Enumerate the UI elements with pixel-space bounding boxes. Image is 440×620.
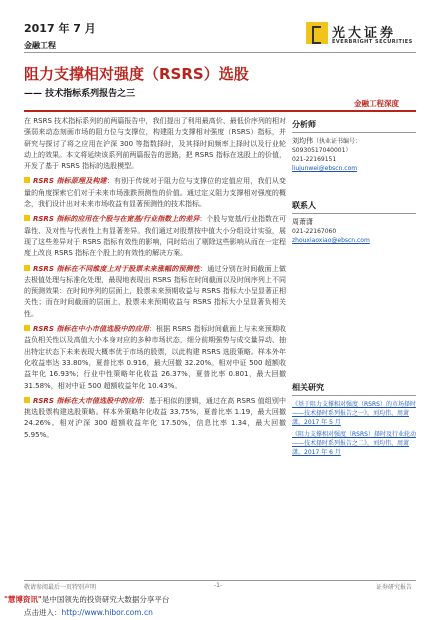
everbright-logo-icon <box>306 22 328 44</box>
section-heading: RSRS 指标在中小市值选股中的应用 <box>33 325 149 334</box>
section-large-cap <box>24 396 286 441</box>
sidebar-divider <box>292 213 416 214</box>
contact-email-link[interactable]: zhouxiaoxiao@ebscn.com <box>292 237 370 244</box>
report-title: 阻力支撑相对强度（RSRS）选股 <box>24 65 249 83</box>
section-prediction <box>24 264 286 320</box>
title-divider <box>24 110 416 112</box>
brand-text: 是中国领先的投资研究大数据分享平台 <box>41 595 170 604</box>
report-date: 2017 年 7 月 <box>24 22 96 35</box>
bullet-icon <box>24 215 30 221</box>
analyst-phone: 021-22169151 <box>292 156 337 163</box>
logo-english: EVERBRIGHT SECURITIES <box>332 39 413 45</box>
section-difference <box>24 214 286 259</box>
sidebar <box>292 114 416 460</box>
contact-name: 周萧潇 <box>292 218 313 226</box>
footer-report-label: 证券研究报告 <box>376 584 413 591</box>
bullet-icon <box>24 397 30 403</box>
analyst-heading: 分析师 <box>292 120 316 129</box>
related-report-link[interactable]: 《基于阻力支撑相对强度（RSRS）的市场择时——技术择时系列报告之一》，刘均伟、周萧潇，2017 年 5 月 <box>292 401 416 426</box>
section-text: ：基于相似的逻辑，通过在高 RSRS 值组别中挑选股票构建选股策略。样本外策略年化收益 33.75%，夏普比率 1.19，最大回撤 24.26%。相对沪深 300 超额收益年化 17.50%，信息比率 1.34，最大回撤 5.95%。 <box>24 396 286 439</box>
related-report-link[interactable]: 《阻力支撑相对强度（RSRS）择时及行业轮动——技术择时系列报告之二》，刘均伟、周萧潇，2017 年 6 月 <box>292 431 416 456</box>
bullet-icon <box>24 177 30 183</box>
analyst-line <box>292 137 416 155</box>
sidebar-divider <box>292 395 416 396</box>
intro-paragraph: 在 RSRS 技术指标系列的前两篇报告中，我们提出了利用最高价、最低价序列的相对强弱来动态刻画市场的阻力位与支撑位，构建阻力支撑相对强度（RSRS）指标，并研究与探讨了将之应用在沪深 300 等指数择时，及其择时间频率上择时以及行业轮动上的效果。本文将延续该系列前两篇报告的思路，把 RSRS 指标在选股上的价值，开发了基于 RSRS 指标的选股模型。 <box>24 117 286 171</box>
section-text: ：根据 RSRS 指标时间截面上与未来预期收益负相关性以及高值大小本身对应的多种市场状态，细分前期强势与成交量异动、抽出特定状态下未来表现大概率优于市场的股票，以此构建 RSRS 选股策略。样本外年化收益率达 33.80%，夏普比率 0.916，最大回撤 32.20%。相对中证 500 超额收益年化 16.93%；行业中性策略年化收益 26.37%，夏普比率 0.801，最大回撤 31.58%，相对中证 500 超额收益年化 10.43%。 <box>24 325 286 390</box>
section-heading: RSRS 指标的应用在个股与在宽基/行业指数上的差异 <box>33 215 200 224</box>
report-body <box>24 114 286 445</box>
analyst-email-link[interactable]: liujunwei@ebscn.com <box>292 165 358 172</box>
section-text: ：有别于传统对于阻力位与支撑位的定值应用，我们从变量的角度探索它们对于未来市场涨跌预测性的价值。通过定义阻力支撑相对强度的概念，我们设计出对未来市场收益有显著预测性的技术指标。 <box>24 177 286 209</box>
sidebar-divider <box>292 132 416 133</box>
section-text: ：个股与宽基/行业指数在可靠性、及对性与代表性上有显著差异。我们通过对股票按中值大小分组设计实验，展现了这些差异对于 RSRS 指标有效性的影响，同时给出了剔除这些影响从而在一定程度上改良 RSRS 指标在个股上的有效性的解决方案。 <box>24 215 287 258</box>
analyst-name: 刘均伟 <box>292 137 313 145</box>
footer-url-line: 点击进入：http://www.hibor.com.cn <box>24 608 153 617</box>
footer-brand <box>4 594 169 605</box>
footer-disclaimer: 敬请参阅最后一页特别声明 <box>24 584 97 591</box>
section-text: ：通过分别在时间截面上做去极值处理与标准化处理，最现地表现出 RSRS 指标在时间截面以及时间序列上不同的预测效果：在时间序列的层面上，股票未来预期收益与 RSRS 指标大小呈显著正相关性；而在时间截面的层面上，股票未来预期收益与 RSRS 指标大小呈显著负相关性。 <box>24 264 287 318</box>
contact-heading: 联系人 <box>292 201 316 210</box>
report-category: 金融工程 <box>24 41 56 50</box>
related-heading: 相关研究 <box>292 383 324 392</box>
section-heading: RSRS 指标在不同维度上对于股票未来涨幅的预测性 <box>33 264 201 273</box>
logo-name: 光大证券 <box>332 26 397 41</box>
section-principle <box>24 176 286 210</box>
footer-divider <box>24 580 416 581</box>
report-type-tag: 金融工程深度 <box>354 99 399 108</box>
report-subtitle: —— 技术指标系列报告之三 <box>24 89 136 99</box>
brand-name: "慧博资讯" <box>4 595 42 604</box>
section-heading: RSRS 指标在大市值选股中的应用 <box>33 396 142 405</box>
header-divider <box>24 52 416 53</box>
bullet-icon <box>24 325 30 331</box>
analyst-cert: （执业证书编号：S0930517040001） <box>292 138 362 154</box>
url-label: 点击进入 <box>24 608 54 617</box>
hibor-link[interactable]: http://www.hibor.com.cn <box>61 608 153 617</box>
page-number: -1- <box>214 582 223 589</box>
bullet-icon <box>24 265 30 271</box>
section-heading: RSRS 指标原理及构建 <box>33 177 107 186</box>
contact-phone: 021-22167060 <box>292 228 337 235</box>
section-small-cap <box>24 324 286 392</box>
